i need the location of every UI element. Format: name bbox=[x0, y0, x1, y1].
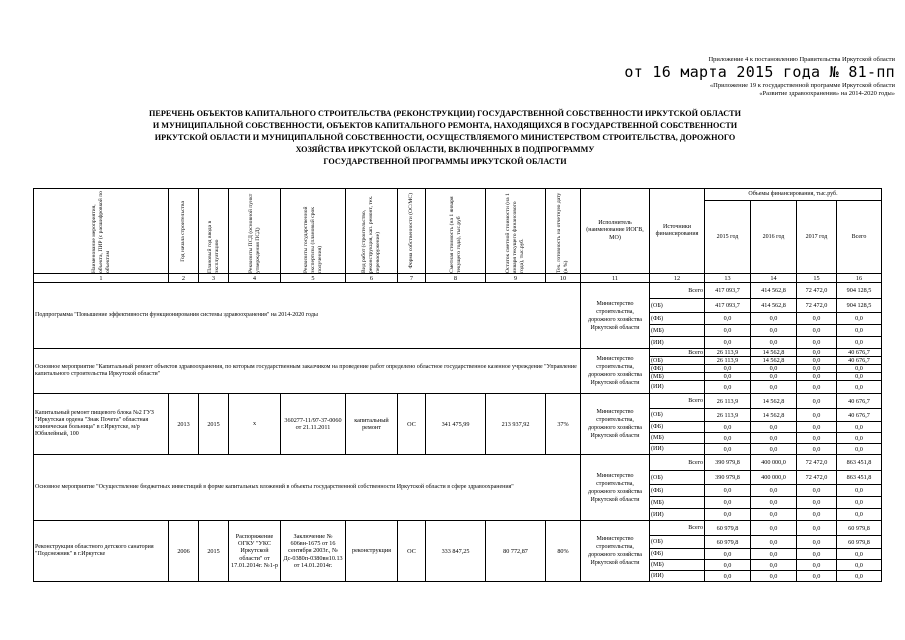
column-number-row bbox=[34, 274, 882, 283]
section-title: Основное мероприятие "Капитальный ремонт объектов здравоохранения, по которым государственным заказчиком на проведение работ определено областное государственное казенное учреждение "Управление капитального строительства Иркутской области" bbox=[34, 349, 581, 394]
funding-value: 0,0 bbox=[797, 444, 837, 455]
funding-value: 0,0 bbox=[837, 373, 882, 381]
funding-value: 40 676,7 bbox=[837, 394, 882, 409]
funding-value: 0,0 bbox=[705, 337, 751, 349]
funding-value: 60 979,8 bbox=[705, 521, 751, 536]
funding-value: 0,0 bbox=[705, 571, 751, 582]
object-form: ОС bbox=[398, 521, 426, 582]
object-psd: х bbox=[229, 394, 281, 455]
funding-source: (ИИ) bbox=[650, 381, 705, 394]
funding-value: 0,0 bbox=[797, 365, 837, 373]
funding-value: 0,0 bbox=[797, 521, 837, 536]
funding-value: 60 979,8 bbox=[837, 536, 882, 549]
col-header-remaining: Остаток сметной стоимости (на 1 января текущего финансового года), тыс.руб. bbox=[486, 189, 546, 274]
appendix-note: Приложение 4 к постановлению Правительства Иркутской области bbox=[708, 56, 895, 63]
col-header-work: Вид работ (строительство, реконструкция, кап. ремонт, тех. перевооружение) bbox=[346, 189, 398, 274]
funding-source: Всего bbox=[650, 394, 705, 409]
funding-value: 72 472,0 bbox=[797, 455, 837, 471]
funding-value: 863 451,8 bbox=[837, 471, 882, 485]
column-number: 2 bbox=[169, 274, 199, 283]
appendix-note-2: «Приложение 19 к государственной программе Иркутской области bbox=[709, 82, 895, 89]
funding-source: (ОБ) bbox=[650, 299, 705, 313]
title-line: ИРКУТСКОЙ ОБЛАСТИ И МУНИЦИПАЛЬНОЙ СОБСТВЕННОСТИ, ОСУЩЕСТВЛЯЕМОГО МИНИСТЕРСТВОМ СТРОИТЕЛЬСТВА, ДОРОЖНОГО bbox=[154, 133, 736, 142]
funding-value: 0,0 bbox=[797, 394, 837, 409]
funding-value: 0,0 bbox=[797, 485, 837, 497]
column-number: 4 bbox=[229, 274, 281, 283]
column-number: 13 bbox=[705, 274, 751, 283]
column-number: 15 bbox=[797, 274, 837, 283]
column-number: 8 bbox=[426, 274, 486, 283]
column-number: 11 bbox=[581, 274, 650, 283]
col-header-total: Всего bbox=[837, 201, 882, 274]
funding-value: 60 979,8 bbox=[837, 521, 882, 536]
funding-value: 0,0 bbox=[751, 373, 797, 381]
funding-value: 0,0 bbox=[797, 433, 837, 444]
column-number: 12 bbox=[650, 274, 705, 283]
col-header-name: Наименование мероприятия, объекта, ПИР (с расшифровкой по объектам bbox=[34, 189, 169, 274]
funding-value: 14 562,8 bbox=[751, 409, 797, 422]
col-header-start: Год начала строительства bbox=[169, 189, 199, 274]
funding-value: 0,0 bbox=[751, 536, 797, 549]
funding-value: 904 128,5 bbox=[837, 299, 882, 313]
funding-value: 40 676,7 bbox=[837, 349, 882, 357]
table-row bbox=[34, 394, 882, 409]
funding-value: 414 562,8 bbox=[751, 299, 797, 313]
funding-source: Всего bbox=[650, 349, 705, 357]
funding-value: 0,0 bbox=[797, 536, 837, 549]
funding-value: 0,0 bbox=[797, 549, 837, 560]
table-row bbox=[34, 455, 882, 471]
funding-value: 0,0 bbox=[837, 337, 882, 349]
funding-value: 0,0 bbox=[705, 381, 751, 394]
funding-value: 0,0 bbox=[751, 521, 797, 536]
funding-value: 0,0 bbox=[751, 325, 797, 337]
funding-value: 0,0 bbox=[751, 313, 797, 325]
appendix-note-3: «Развитие здравоохранения» на 2014-2020 годы» bbox=[759, 90, 895, 97]
funding-value: 414 562,8 bbox=[751, 283, 797, 299]
funding-source: (ФБ) bbox=[650, 365, 705, 373]
funding-source: (ФБ) bbox=[650, 313, 705, 325]
funding-value: 0,0 bbox=[837, 381, 882, 394]
funding-value: 0,0 bbox=[837, 509, 882, 521]
funding-source: (ИИ) bbox=[650, 444, 705, 455]
col-header-year: 2015 год bbox=[705, 201, 751, 274]
funding-value: 0,0 bbox=[751, 381, 797, 394]
column-number: 16 bbox=[837, 274, 882, 283]
funding-value: 0,0 bbox=[751, 433, 797, 444]
funding-source: (ОБ) bbox=[650, 357, 705, 365]
object-form: ОС bbox=[398, 394, 426, 455]
funding-value: 0,0 bbox=[837, 422, 882, 433]
column-number: 14 bbox=[751, 274, 797, 283]
column-number: 7 bbox=[398, 274, 426, 283]
funding-value: 0,0 bbox=[705, 549, 751, 560]
funding-value: 72 472,0 bbox=[797, 471, 837, 485]
title-line: ГОСУДАРСТВЕННОЙ ПРОГРАММЫ ИРКУТСКОЙ ОБЛАСТИ bbox=[323, 157, 567, 166]
funding-source: (МБ) bbox=[650, 325, 705, 337]
funding-value: 0,0 bbox=[837, 549, 882, 560]
executor-ministry: Министерство строительства, дорожного хозяйства Иркутской области bbox=[581, 394, 650, 455]
funding-value: 0,0 bbox=[797, 571, 837, 582]
funding-source: (ФБ) bbox=[650, 549, 705, 560]
object-name: Реконструкция областного детского санатория "Подснежник" в г.Иркутске bbox=[34, 521, 169, 582]
table-row bbox=[34, 349, 882, 357]
object-ready: 37% bbox=[546, 394, 581, 455]
funding-value: 0,0 bbox=[797, 497, 837, 509]
funding-source: (ИИ) bbox=[650, 337, 705, 349]
executor-ministry: Министерство строительства, дорожного хозяйства Иркутской области bbox=[581, 455, 650, 521]
col-header-ready: Тех. готовность на отчетную дату (в %) bbox=[546, 189, 581, 274]
object-psd: Распоряжение ОГКУ "УКС Иркутской области" от 17.01.2014г. №1-р bbox=[229, 521, 281, 582]
title-line: И МУНИЦИПАЛЬНОЙ СОБСТВЕННОСТИ, ОБЪЕКТОВ КАПИТАЛЬНОГО РЕМОНТА, НАХОДЯЩИХСЯ В ГОСУДАРСТВЕННОЙ СОБСТВЕННОСТИ bbox=[152, 121, 738, 130]
object-end: 2015 bbox=[199, 394, 229, 455]
col-header-cost: Сметная стоимость (на 1 января текущего года), тыс.руб bbox=[426, 189, 486, 274]
funding-value: 0,0 bbox=[751, 560, 797, 571]
funding-value: 0,0 bbox=[751, 365, 797, 373]
object-remaining: 213 937,92 bbox=[486, 394, 546, 455]
funding-value: 0,0 bbox=[705, 365, 751, 373]
funding-value: 40 676,7 bbox=[837, 409, 882, 422]
funding-value: 0,0 bbox=[797, 422, 837, 433]
funding-value: 0,0 bbox=[705, 433, 751, 444]
object-ready: 80% bbox=[546, 521, 581, 582]
col-header-sources: Источники финансирования bbox=[650, 189, 705, 274]
funding-value: 0,0 bbox=[797, 409, 837, 422]
funding-value: 0,0 bbox=[797, 509, 837, 521]
funding-value: 0,0 bbox=[837, 365, 882, 373]
funding-source: (МБ) bbox=[650, 497, 705, 509]
funding-value: 14 562,8 bbox=[751, 357, 797, 365]
funding-value: 26 113,9 bbox=[705, 409, 751, 422]
funding-value: 0,0 bbox=[797, 313, 837, 325]
funding-source: (ОБ) bbox=[650, 536, 705, 549]
funding-value: 0,0 bbox=[797, 373, 837, 381]
funding-source: (МБ) bbox=[650, 433, 705, 444]
funding-source: Всего bbox=[650, 455, 705, 471]
funding-value: 0,0 bbox=[751, 509, 797, 521]
object-name: Капитальный ремонт пищевого блока №2 ГУЗ "Иркутская ордена "Знак Почета" областная клиническая больница" в г.Иркутске, м/р Юбилейный, 100 bbox=[34, 394, 169, 455]
funding-value: 0,0 bbox=[797, 325, 837, 337]
funding-value: 0,0 bbox=[705, 325, 751, 337]
col-header-form: Форма собственности (ОС/МС) bbox=[398, 189, 426, 274]
funding-source: (ФБ) bbox=[650, 422, 705, 433]
col-header-year: 2016 год bbox=[751, 201, 797, 274]
funding-value: 0,0 bbox=[797, 560, 837, 571]
section-title: Подпрограмма "Повышение эффективности функционирования системы здравоохранения" на 2014-2020 годы bbox=[34, 283, 581, 349]
funding-value: 26 113,9 bbox=[705, 349, 751, 357]
executor-ministry: Министерство строительства, дорожного хозяйства Иркутской области bbox=[581, 521, 650, 582]
funding-source: (ОБ) bbox=[650, 471, 705, 485]
funding-value: 0,0 bbox=[837, 497, 882, 509]
decree-stamp: от 16 марта 2015 года № 81-пп bbox=[624, 63, 895, 81]
table-row bbox=[34, 283, 882, 299]
funding-value: 0,0 bbox=[837, 560, 882, 571]
funding-value: 0,0 bbox=[797, 349, 837, 357]
funding-value: 0,0 bbox=[751, 444, 797, 455]
funding-source: Всего bbox=[650, 521, 705, 536]
col-header-executor: Исполнитель (наименование ИОГВ, МО) bbox=[581, 189, 650, 274]
objects-table bbox=[33, 188, 882, 582]
funding-value: 0,0 bbox=[837, 485, 882, 497]
object-start: 2013 bbox=[169, 394, 199, 455]
object-cost: 333 847,25 bbox=[426, 521, 486, 582]
funding-value: 0,0 bbox=[705, 509, 751, 521]
funding-value: 0,0 bbox=[797, 337, 837, 349]
column-number: 10 bbox=[546, 274, 581, 283]
funding-value: 0,0 bbox=[837, 313, 882, 325]
funding-value: 0,0 bbox=[751, 485, 797, 497]
title-line: ХОЗЯЙСТВА ИРКУТСКОЙ ОБЛАСТИ, ВКЛЮЧЕННЫХ В ПОДПРОГРАММУ bbox=[295, 145, 595, 154]
section-title: Основное мероприятие "Осуществление бюджетных инвестиций в форме капитальных вложений в объекты государственной собственности Иркутской области в сфере здравоохранения" bbox=[34, 455, 581, 521]
object-expertise: Заключение № 606вн-1675 от 16 сентября 2003г., № Дс-0380п-0380вн10.13 от 14.01.2014г. bbox=[281, 521, 346, 582]
funding-value: 0,0 bbox=[705, 485, 751, 497]
col-header-psd: Реквизиты ПСД (основной пункт утверждения ПСД) bbox=[229, 189, 281, 274]
funding-value: 400 000,0 bbox=[751, 471, 797, 485]
funding-value: 0,0 bbox=[705, 497, 751, 509]
funding-value: 904 128,5 bbox=[837, 283, 882, 299]
funding-source: (ИИ) bbox=[650, 571, 705, 582]
funding-value: 390 979,8 bbox=[705, 471, 751, 485]
funding-value: 0,0 bbox=[705, 313, 751, 325]
funding-value: 0,0 bbox=[837, 433, 882, 444]
funding-value: 0,0 bbox=[837, 325, 882, 337]
funding-value: 0,0 bbox=[837, 571, 882, 582]
funding-value: 0,0 bbox=[751, 549, 797, 560]
object-end: 2015 bbox=[199, 521, 229, 582]
object-remaining: 80 772,87 bbox=[486, 521, 546, 582]
funding-value: 390 979,8 bbox=[705, 455, 751, 471]
col-header-end: Плановый год ввода в эксплуатацию bbox=[199, 189, 229, 274]
funding-source: Всего bbox=[650, 283, 705, 299]
funding-value: 0,0 bbox=[705, 373, 751, 381]
funding-source: (ИИ) bbox=[650, 509, 705, 521]
funding-source: (МБ) bbox=[650, 373, 705, 381]
column-number: 3 bbox=[199, 274, 229, 283]
column-number: 1 bbox=[34, 274, 169, 283]
funding-value: 60 979,8 bbox=[705, 536, 751, 549]
object-cost: 341 475,99 bbox=[426, 394, 486, 455]
funding-value: 26 113,9 bbox=[705, 394, 751, 409]
funding-value: 0,0 bbox=[751, 337, 797, 349]
column-number: 6 bbox=[346, 274, 398, 283]
funding-value: 417 093,7 bbox=[705, 299, 751, 313]
funding-value: 0,0 bbox=[705, 444, 751, 455]
funding-value: 0,0 bbox=[705, 422, 751, 433]
funding-value: 0,0 bbox=[797, 357, 837, 365]
funding-value: 72 472,0 bbox=[797, 283, 837, 299]
funding-value: 0,0 bbox=[797, 381, 837, 394]
funding-value: 72 472,0 bbox=[797, 299, 837, 313]
object-work: реконструкция bbox=[346, 521, 398, 582]
column-number: 9 bbox=[486, 274, 546, 283]
funding-value: 0,0 bbox=[751, 497, 797, 509]
col-header-funding: Объемы финансирования, тыс.руб. bbox=[705, 189, 882, 201]
funding-value: 0,0 bbox=[751, 571, 797, 582]
funding-value: 417 093,7 bbox=[705, 283, 751, 299]
funding-value: 0,0 bbox=[751, 422, 797, 433]
funding-value: 14 562,8 bbox=[751, 394, 797, 409]
funding-value: 14 562,8 bbox=[751, 349, 797, 357]
funding-source: (МБ) bbox=[650, 560, 705, 571]
funding-value: 400 000,0 bbox=[751, 455, 797, 471]
executor-ministry: Министерство строительства, дорожного хозяйства Иркутской области bbox=[581, 349, 650, 394]
funding-value: 40 676,7 bbox=[837, 357, 882, 365]
document-title bbox=[120, 108, 770, 168]
funding-value: 26 113,9 bbox=[705, 357, 751, 365]
funding-value: 0,0 bbox=[705, 560, 751, 571]
title-line: ПЕРЕЧЕНЬ ОБЪЕКТОВ КАПИТАЛЬНОГО СТРОИТЕЛЬСТВА (РЕКОНСТРУКЦИИ) ГОСУДАРСТВЕННОЙ СОБСТВЕННОСТИ ИРКУТСКОЙ ОБЛАСТИ bbox=[149, 109, 741, 118]
col-header-year: 2017 год bbox=[797, 201, 837, 274]
table-row bbox=[34, 521, 882, 536]
funding-source: (ОБ) bbox=[650, 409, 705, 422]
column-number: 5 bbox=[281, 274, 346, 283]
executor-ministry: Министерство строительства, дорожного хозяйства Иркутской области bbox=[581, 283, 650, 349]
object-start: 2006 bbox=[169, 521, 199, 582]
funding-value: 863 451,8 bbox=[837, 455, 882, 471]
col-header-expertise: Реквизиты государственной экспертизы (плановый срок получения) bbox=[281, 189, 346, 274]
object-expertise: 360277-11/97-37-0060 от 21.11.2011 bbox=[281, 394, 346, 455]
funding-value: 0,0 bbox=[837, 444, 882, 455]
funding-source: (ФБ) bbox=[650, 485, 705, 497]
object-work: капитальный ремонт bbox=[346, 394, 398, 455]
